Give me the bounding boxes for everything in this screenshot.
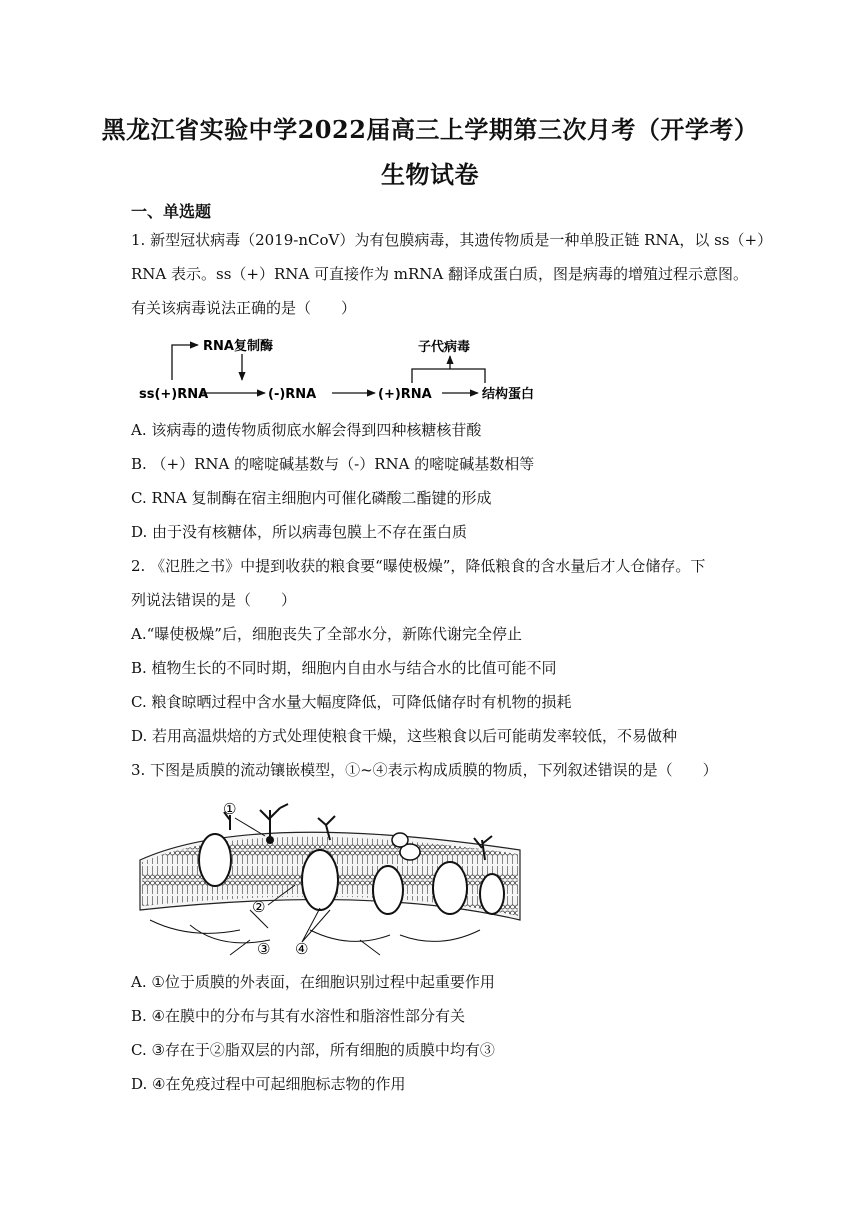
node-positive-rna: (+)RNA [378, 387, 432, 402]
q1-option-c: C. RNA 复制酶在宿主细胞内可催化磷酸二酯键的形成 [131, 489, 492, 507]
q3-option-a: A. ①位于质膜的外表面，在细胞识别过程中起重要作用 [131, 973, 495, 991]
q3-option-d: D. ④在免疫过程中可起细胞标志物的作用 [131, 1075, 406, 1093]
q2-stem-line-1: 2. 《氾胜之书》中提到收获的粮食要“曝使极燥”，降低粮食的含水量后才人仓储存。下 [131, 557, 706, 575]
q2-option-d: D. 若用高温烘焙的方式处理使粮食干燥，这些粮食以后可能萌发率较低，不易做种 [131, 727, 678, 745]
q1-stem-line-1: 1. 新型冠状病毒（2019-nCoV）为有包膜病毒，其遗传物质是一种单股正链 RNA，以 ss（+） [131, 231, 773, 249]
q1-stem-line-2: RNA 表示。ss（+）RNA 可直接作为 mRNA 翻译成蛋白质，图是病毒的增殖过程示意图。 [131, 265, 749, 283]
section-heading: 一、单选题 [131, 202, 212, 221]
label-3: ③ [257, 940, 271, 958]
node-negative-rna: (-)RNA [268, 387, 317, 402]
exam-title: 黑龙江省实验中学2022届高三上学期第三次月考（开学考） [101, 115, 759, 144]
q3-option-b: B. ④在膜中的分布与其有水溶性和脂溶性部分有关 [131, 1007, 466, 1025]
node-progeny-virus: 子代病毒 [418, 340, 471, 355]
q1-option-d: D. 由于没有核糖体，所以病毒包膜上不存在蛋白质 [131, 523, 468, 541]
label-4: ④ [295, 940, 309, 958]
q1-stem-line-3: 有关该病毒说法正确的是（ ） [131, 299, 357, 317]
exam-subject: 生物试卷 [381, 160, 479, 189]
protein-blob-2 [302, 850, 338, 910]
q1-option-a: A. 该病毒的遗传物质彻底水解会得到四种核糖核苷酸 [131, 421, 482, 439]
protein-blob-4 [433, 862, 467, 914]
node-ss-rna: ss(+)RNA [139, 387, 209, 402]
protein-blob-1 [199, 834, 231, 886]
label-2: ② [252, 898, 266, 916]
q3-option-c: C. ③存在于②脂双层的内部，所有细胞的质膜中均有③ [131, 1041, 495, 1059]
q3-stem-line-1: 3. 下图是质膜的流动镶嵌模型，①~④表示构成质膜的物质，下列叙述错误的是（ ） [131, 761, 718, 779]
q2-stem-line-2: 列说法错误的是（ ） [131, 591, 297, 609]
q2-option-b: B. 植物生长的不同时期，细胞内自由水与结合水的比值可能不同 [131, 659, 557, 677]
protein-blob-5 [480, 874, 504, 914]
protein-blob-3 [373, 866, 403, 914]
virus-replication-diagram [0, 0, 860, 420]
node-rna-replicase: RNA复制酶 [203, 339, 273, 354]
q2-option-c: C. 粮食晾晒过程中含水量大幅度降低，可降低储存时有机物的损耗 [131, 693, 572, 711]
q1-option-b: B. （+）RNA 的嘧啶碱基数与（-）RNA 的嘧啶碱基数相等 [131, 455, 535, 473]
node-structural-protein: 结构蛋白 [482, 387, 535, 402]
membrane-model-figure [130, 790, 525, 960]
label-1: ① [223, 800, 237, 818]
q2-option-a: A.“曝使极燥”后，细胞丧失了全部水分，新陈代谢完全停止 [131, 625, 522, 643]
